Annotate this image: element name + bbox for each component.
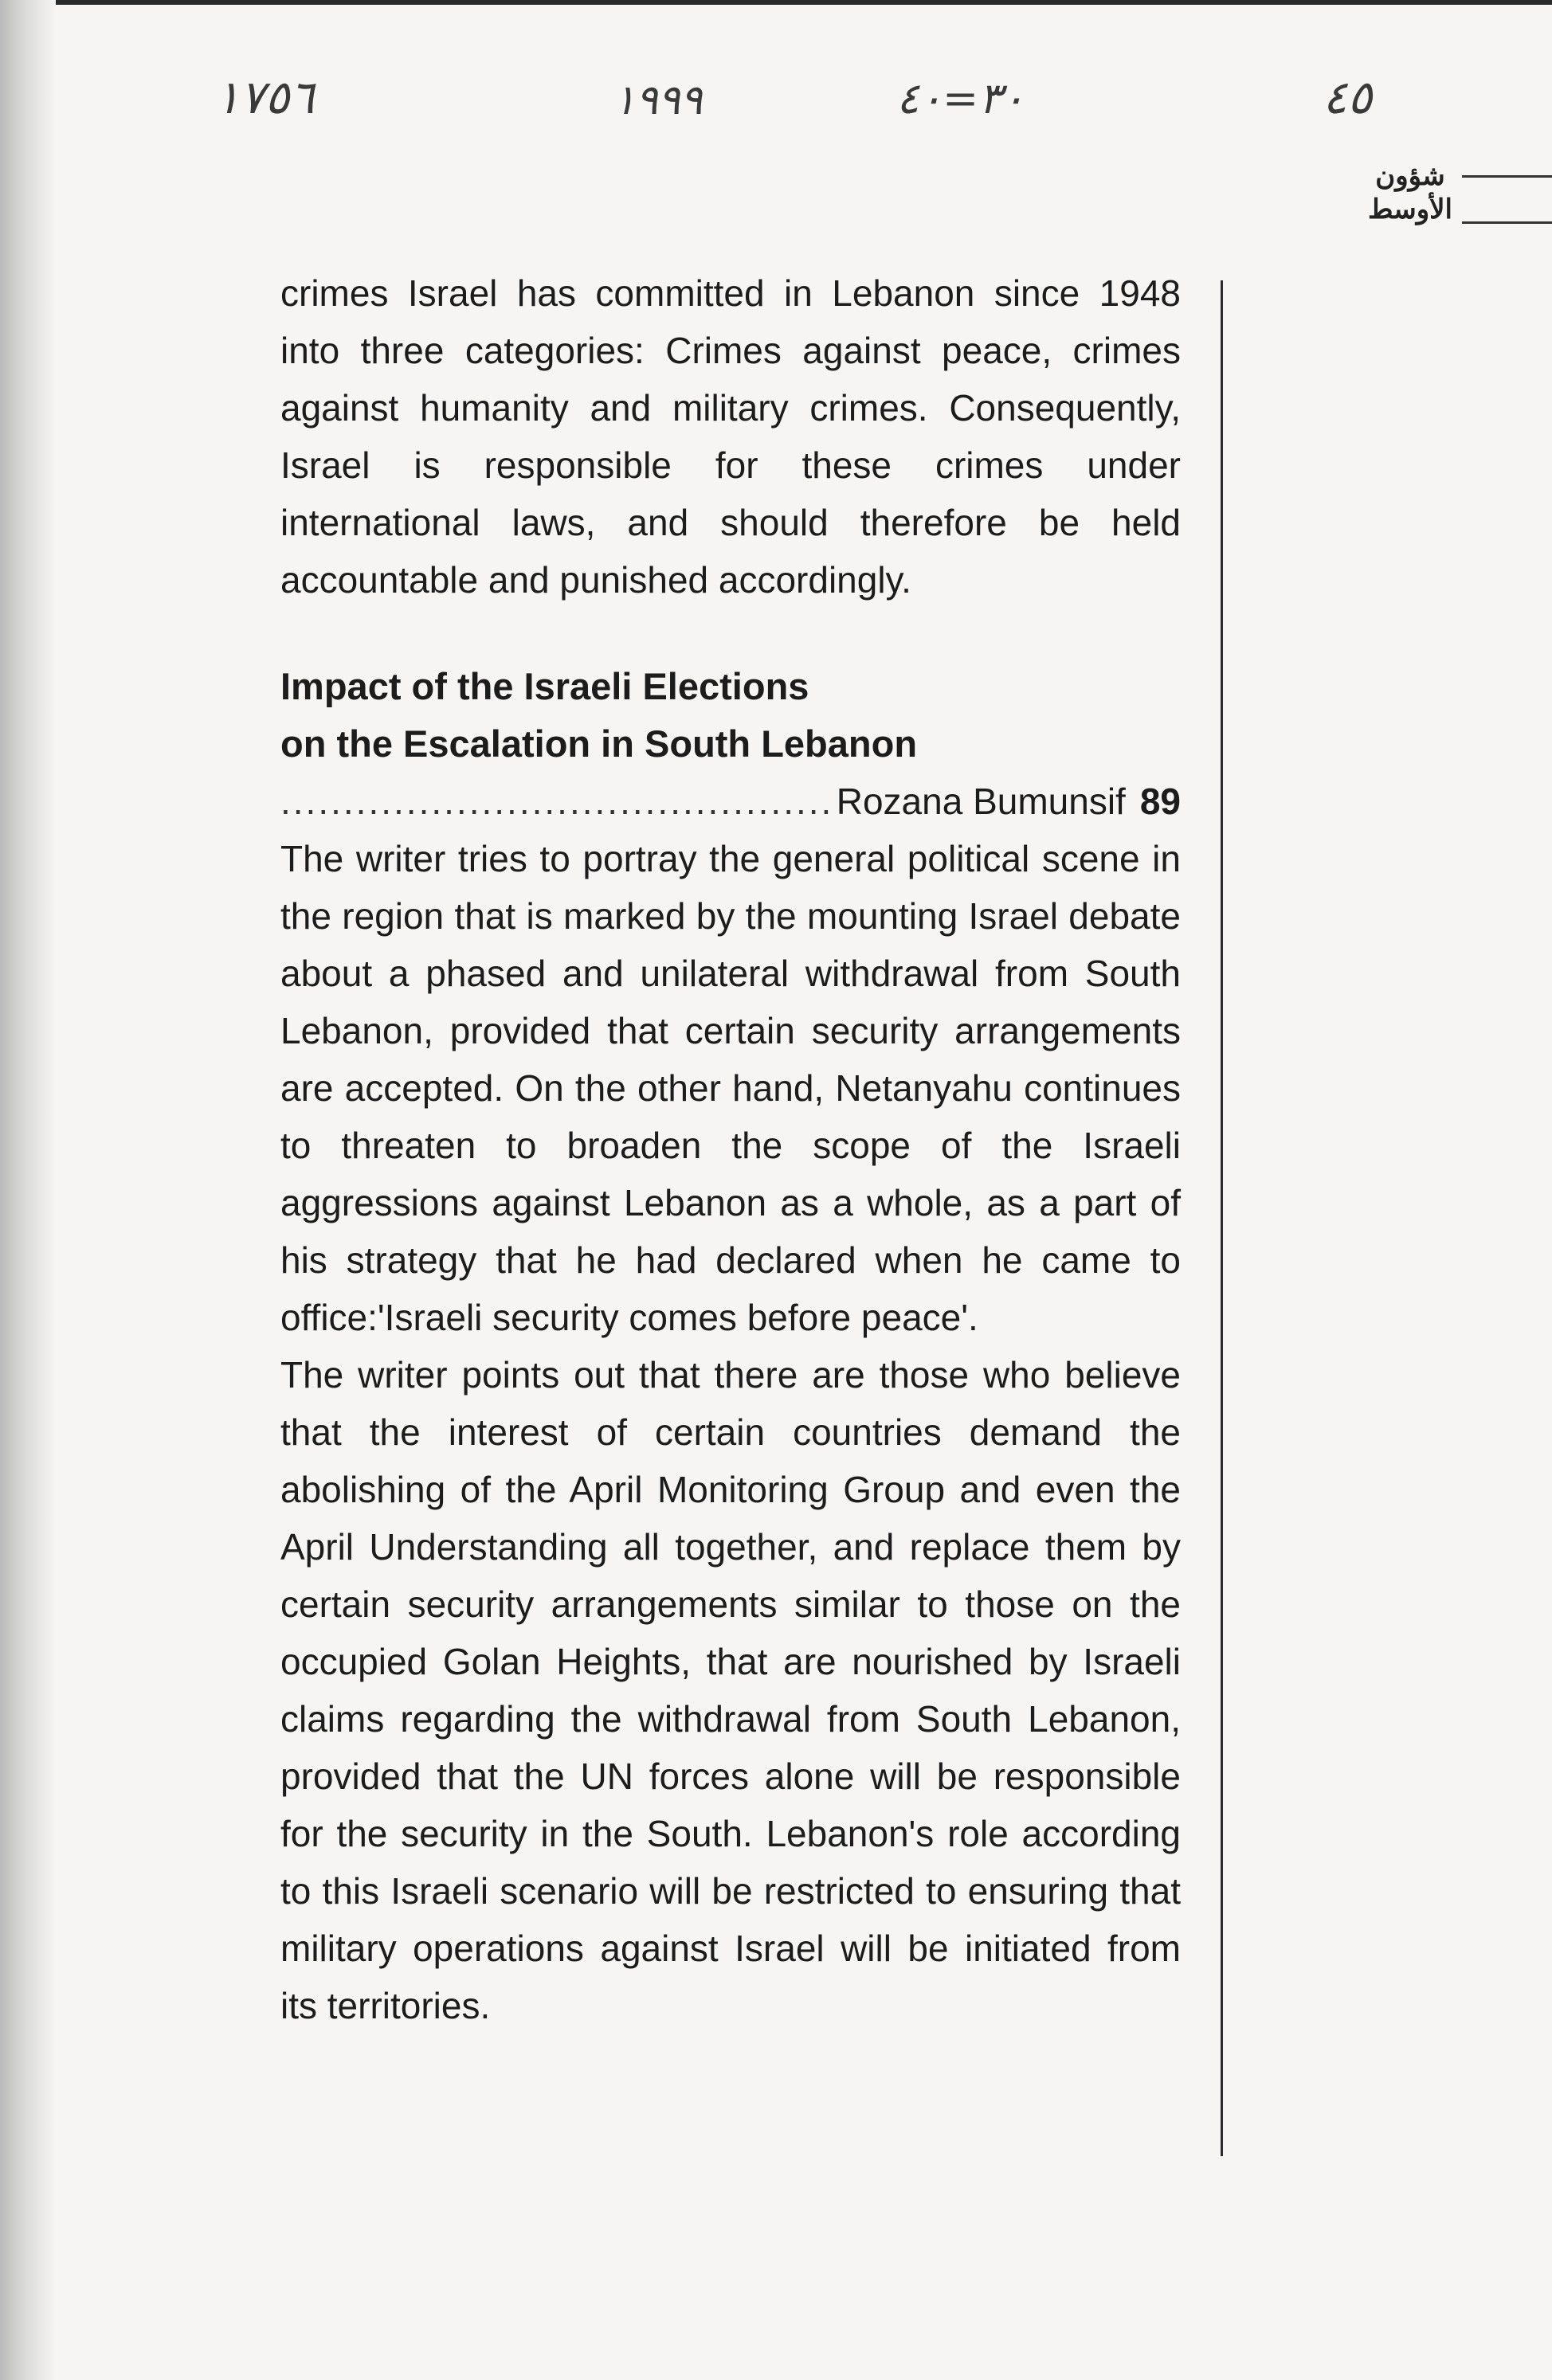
logo-rule-top xyxy=(1462,175,1552,178)
column-divider-rule xyxy=(1221,280,1223,2156)
handwritten-note-1: ١٧٥٦ xyxy=(215,70,315,124)
article-title-line-1: Impact of the Israeli Elections xyxy=(280,665,809,707)
logo-rule-bottom xyxy=(1462,221,1552,224)
article-title-line-2: on the Escalation in South Lebanon xyxy=(280,722,918,765)
intro-paragraph: crimes Israel has committed in Lebanon since 1948 into three categories: Crimes against peace, crimes against humanity and military crimes. Consequently, Israel is responsible for these crimes under international laws, and should therefore be held accountable and punished accordingly. xyxy=(280,272,1181,601)
author-name: Rozana Bumunsif xyxy=(836,781,1126,822)
handwritten-note-3: ٣٠=٤٠ xyxy=(896,73,1025,123)
handwritten-note-4: ٤٥ xyxy=(1323,70,1373,124)
article-title xyxy=(280,658,1181,773)
page-top-edge xyxy=(0,0,1552,5)
journal-logo xyxy=(1342,159,1534,231)
spine-shadow xyxy=(0,0,56,2380)
body-paragraph-1: The writer tries to portray the general political scene in the region that is marked by the mounting Israel debate about a phased and unilateral withdrawal from South Lebanon, provided that certain security arrangements are accepted. On the other hand, Netanyahu continues to threaten to broaden the scope of the Israeli aggressions against Lebanon as a whole, as a part of his strategy that he had declared when he came to office:'Israeli security comes before peace'. xyxy=(280,838,1181,1338)
author-line xyxy=(280,773,1181,830)
journal-logo-text: شؤون الأوسط xyxy=(1367,160,1453,225)
text-column xyxy=(280,264,1181,2034)
dot-leader xyxy=(280,773,830,830)
page-number: 89 xyxy=(1139,781,1181,822)
body-paragraph-2: The writer points out that there are those who believe that the interest of certain countries demand the abolishing of the April Monitoring Group and even the April Understanding all together, and replace them by certain security arrangements similar to those on the occupied Golan Heights, that are nourished by Israeli claims regarding the withdrawal from South Lebanon, provided that the UN forces alone will be responsible for the security in the South. Lebanon's role according to this Israeli scenario will be restricted to ensuring that military operations against Israel will be initiated from its territories. xyxy=(280,1354,1181,2026)
handwritten-note-2: ١٩٩٩ xyxy=(613,76,703,124)
